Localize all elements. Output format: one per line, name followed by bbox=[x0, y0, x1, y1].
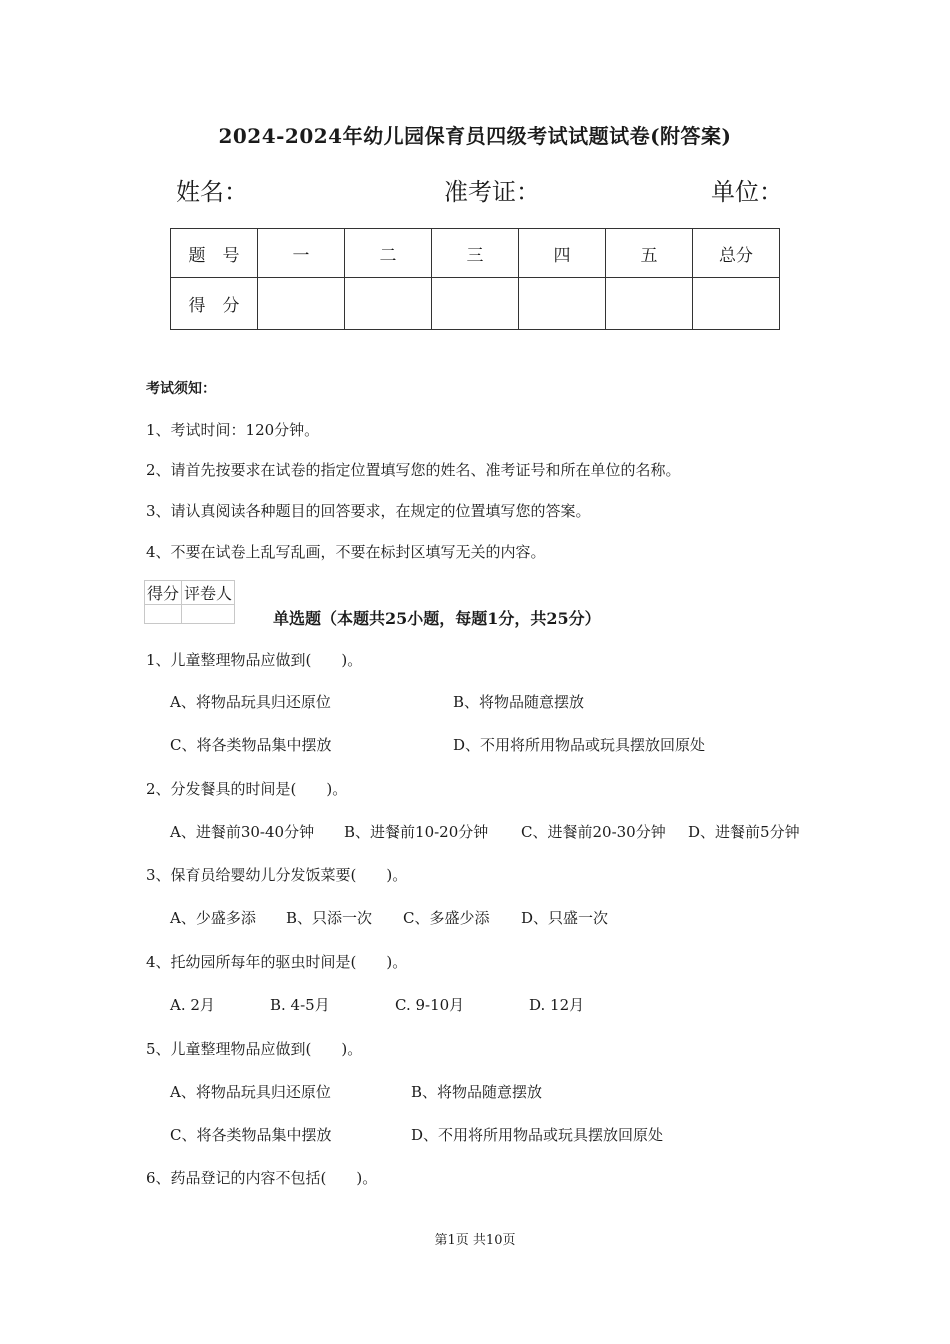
score-table-score-row bbox=[171, 278, 780, 330]
grader-table-header-row bbox=[145, 581, 235, 605]
exam-id-field-label: 准考证： bbox=[444, 178, 540, 206]
score-table-header-row bbox=[171, 229, 780, 278]
option-text: D、只盛一次 bbox=[521, 909, 609, 927]
score-table-header-cell: 二 bbox=[345, 229, 432, 278]
score-table-header-cell: 题 号 bbox=[171, 229, 258, 278]
option-text: B、将物品随意摆放 bbox=[411, 1083, 543, 1101]
score-table-header-cell: 三 bbox=[432, 229, 519, 278]
note-item: 2、请首先按要求在试卷的指定位置填写您的姓名、准考证号和所在单位的名称。 bbox=[146, 461, 681, 479]
notes-title: 考试须知： bbox=[146, 381, 216, 397]
option-text: C、将各类物品集中摆放 bbox=[170, 1126, 332, 1144]
score-table-header-cell: 总分 bbox=[693, 229, 780, 278]
option-text: D、进餐前5分钟 bbox=[688, 823, 800, 841]
unit-field-label: 单位： bbox=[711, 178, 783, 206]
option-text: C、将各类物品集中摆放 bbox=[170, 736, 332, 754]
score-cell bbox=[345, 278, 432, 330]
score-table bbox=[170, 228, 780, 330]
note-item: 1、考试时间：120分钟。 bbox=[146, 421, 320, 439]
score-cell bbox=[519, 278, 606, 330]
grader-name-label: 评卷人 bbox=[182, 581, 235, 605]
document-title: 2024-2024年幼儿园保育员四级考试试题试卷(附答案) bbox=[218, 124, 732, 148]
option-text: D、不用将所用物品或玩具摆放回原处 bbox=[453, 736, 706, 754]
grader-table-empty-row bbox=[145, 605, 235, 624]
question-text: 5、儿童整理物品应做到( )。 bbox=[146, 1040, 363, 1058]
score-cell bbox=[606, 278, 693, 330]
score-row-label: 得 分 bbox=[171, 278, 258, 330]
option-text: A、将物品玩具归还原位 bbox=[170, 693, 331, 711]
option-text: C、多盛少添 bbox=[403, 909, 490, 927]
option-text: A、将物品玩具归还原位 bbox=[170, 1083, 331, 1101]
grader-score-label: 得分 bbox=[145, 581, 182, 605]
option-text: C、进餐前20-30分钟 bbox=[521, 823, 666, 841]
score-cell bbox=[693, 278, 780, 330]
page-footer: 第1页 共10页 bbox=[434, 1233, 516, 1248]
option-text: B、进餐前10-20分钟 bbox=[344, 823, 489, 841]
score-table-header-cell: 五 bbox=[606, 229, 693, 278]
question-text: 3、保育员给婴幼儿分发饭菜要( )。 bbox=[146, 866, 408, 884]
score-cell bbox=[432, 278, 519, 330]
grader-score-cell bbox=[145, 605, 182, 624]
option-text: C. 9-10月 bbox=[395, 996, 465, 1014]
option-text: A、进餐前30-40分钟 bbox=[170, 823, 315, 841]
question-text: 6、药品登记的内容不包括( )。 bbox=[146, 1169, 378, 1187]
grader-name-cell bbox=[182, 605, 235, 624]
question-text: 1、儿童整理物品应做到( )。 bbox=[146, 651, 363, 669]
option-text: B、只添一次 bbox=[286, 909, 373, 927]
score-cell bbox=[258, 278, 345, 330]
note-item: 3、请认真阅读各种题目的回答要求，在规定的位置填写您的答案。 bbox=[146, 502, 591, 520]
option-text: B、将物品随意摆放 bbox=[453, 693, 585, 711]
option-text: D. 12月 bbox=[529, 996, 585, 1014]
section-heading: 单选题（本题共25小题，每题1分，共25分） bbox=[273, 609, 601, 628]
option-text: B. 4-5月 bbox=[270, 996, 330, 1014]
option-text: A、少盛多添 bbox=[170, 909, 256, 927]
grader-table bbox=[144, 580, 235, 624]
name-field-label: 姓名： bbox=[176, 178, 248, 206]
score-table-header-cell: 四 bbox=[519, 229, 606, 278]
option-text: D、不用将所用物品或玩具摆放回原处 bbox=[411, 1126, 664, 1144]
score-table-header-cell: 一 bbox=[258, 229, 345, 278]
question-text: 4、托幼园所每年的驱虫时间是( )。 bbox=[146, 953, 408, 971]
note-item: 4、不要在试卷上乱写乱画，不要在标封区填写无关的内容。 bbox=[146, 543, 546, 561]
option-text: A. 2月 bbox=[170, 996, 215, 1014]
question-text: 2、分发餐具的时间是( )。 bbox=[146, 780, 348, 798]
